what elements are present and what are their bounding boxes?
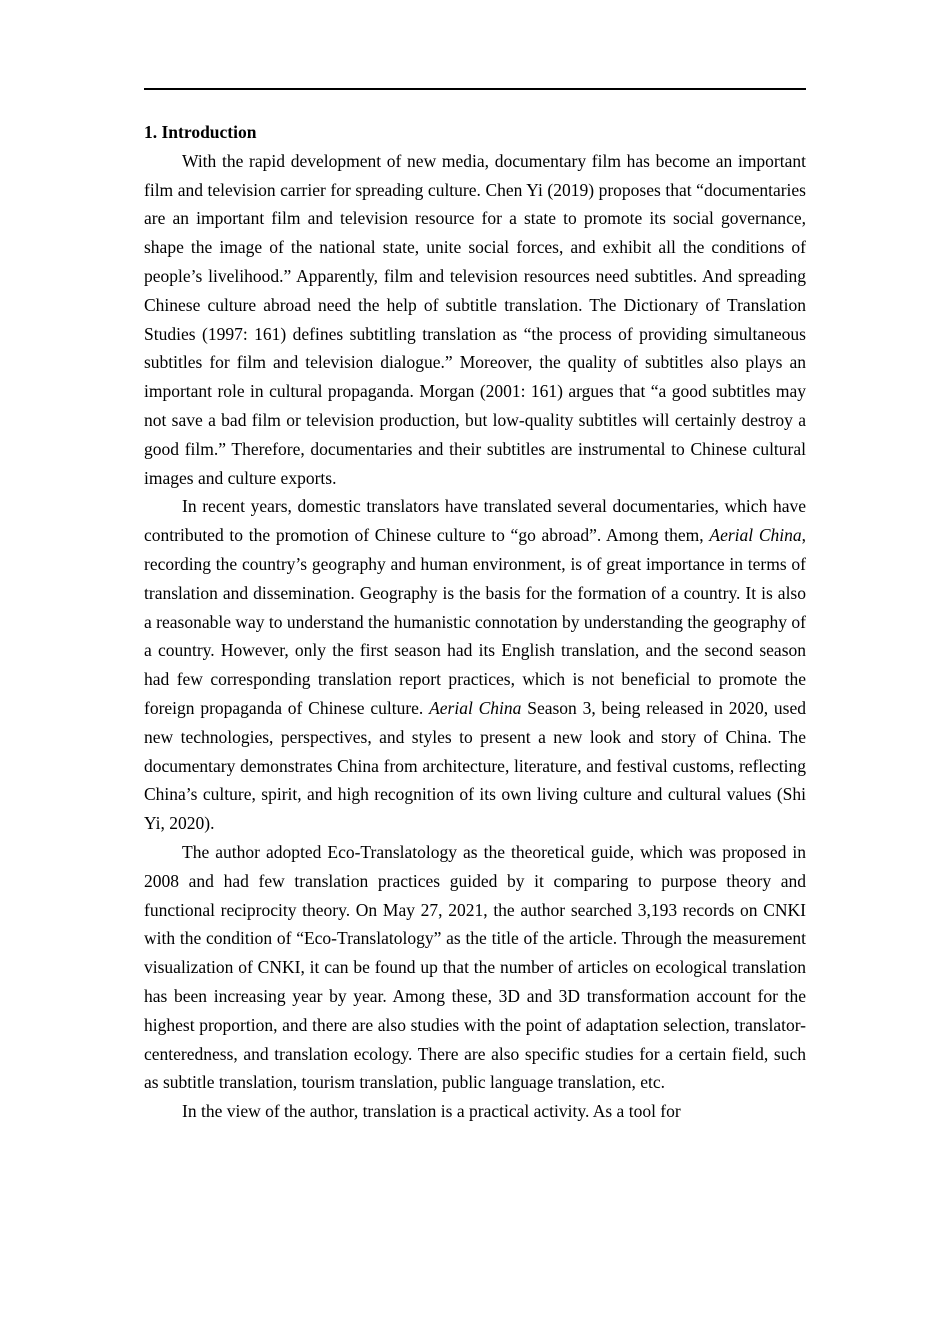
paragraph-2-title-aerial-china-2: Aerial China xyxy=(429,697,522,718)
paragraph-3-text: The author adopted Eco-Translatology as the theoretical guide, which was proposed in 2008 and had few translation practices guided by it comparing to purpose theory and functional reciprocity theory. On May 27, 2021, the author searched 3,193 records on CNKI with the condition of “Eco-Translatology” as the title of the article. Through the measurement visualization of CNKI, it can be found up that the number of articles on ecological translation has been increasing year by year. Among these, 3D and 3D transformation account for the highest proportion, and there are also studies with the point of adaptation selection, translator-centeredness, and translation ecology. There are also specific studies for a certain field, such as subtitle translation, tourism translation, public language translation, etc. xyxy=(144,841,806,1093)
paragraph-2-title-aerial-china: Aerial China xyxy=(709,525,802,546)
paragraph-4 xyxy=(144,1097,806,1126)
paragraph-2 xyxy=(144,492,806,838)
paragraph-3 xyxy=(144,838,806,1097)
paragraph-2-run-3: , recording the country’s geography and human environment, is of great importance in terms of translation and dissemination. Geography is the basis for the formation of a country. It is also a reasonable way to understand the humanistic connotation by understanding the geography of a country. However, only the first season had its English translation, and the second season had few corresponding translation report practices, which is not beneficial to promote the foreign propaganda of Chinese culture. xyxy=(144,525,806,718)
paragraph-1-text: With the rapid development of new media, documentary film has become an important film and television carrier for spreading culture. Chen Yi (2019) proposes that “documentaries are an important film and television resource for a state to promote its social governance, shape the image of the national state, unite social forces, and exhibit all the conditions of people’s livelihood.” Apparently, film and television resources need subtitles. And spreading Chinese culture abroad need the help of subtitle translation. The Dictionary of Translation Studies (1997: 161) defines subtitling translation as “the process of providing simultaneous subtitles for film and television dialogue.” Moreover, the quality of subtitles also plays an important role in cultural propaganda. Morgan (2001: 161) argues that “a good subtitles may not save a bad film or television production, but low-quality subtitles will certainly destroy a good film.” Therefore, documentaries and their subtitles are instrumental to Chinese cultural images and culture exports. xyxy=(144,150,806,488)
paragraph-4-text: In the view of the author, translation is a practical activity. As a tool for xyxy=(182,1101,681,1122)
paragraph-1 xyxy=(144,147,806,493)
paragraph-2-run-5: Season 3, being released in 2020, used new technologies, perspectives, and styles to present a new look and story of China. The documentary demonstrates China from architecture, literature, and festival customs, reflecting China’s culture, spirit, and high recognition of its own living culture and cultural values (Shi Yi, 2020). xyxy=(144,697,806,834)
header-rule xyxy=(144,88,806,90)
document-page xyxy=(144,88,806,1126)
section-heading: 1. Introduction xyxy=(144,122,257,142)
paragraph-2-run-1: In recent years, domestic translators have translated several documentaries, which have contributed to the promotion of Chinese culture to “go abroad”. Among them, xyxy=(144,496,806,546)
